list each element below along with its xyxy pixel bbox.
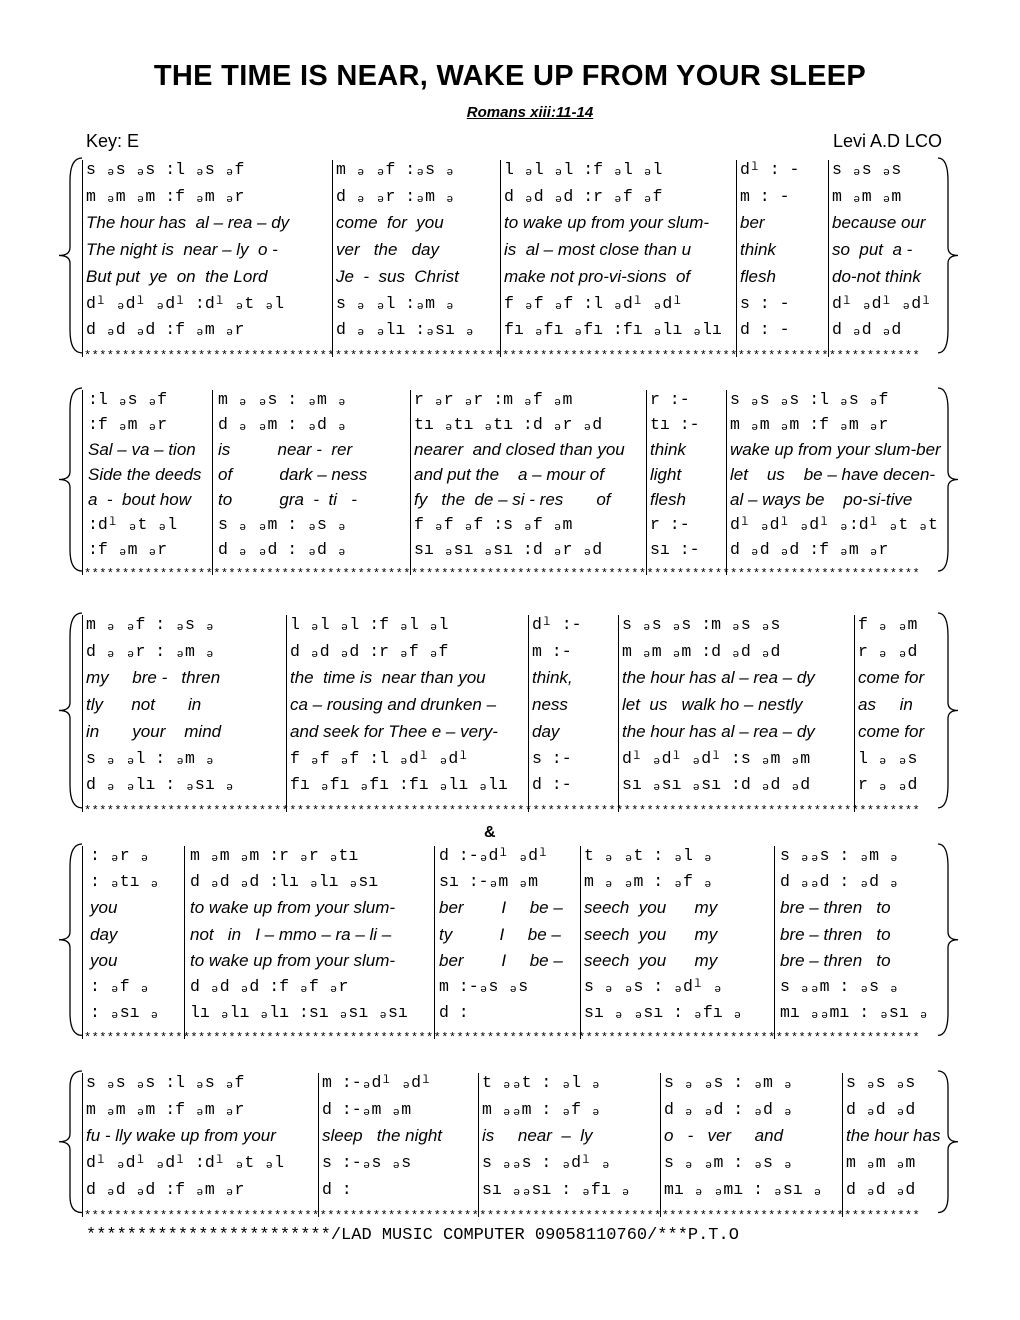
- lyric-cell: make not pro-vi-sions of: [504, 266, 691, 286]
- bar-line: [828, 160, 829, 357]
- lyric-cell: do-not think: [832, 266, 921, 286]
- lyric-cell: flesh: [740, 266, 776, 286]
- score-row: [84, 294, 946, 320]
- bar-line: [618, 615, 619, 812]
- lyric-cell: is near – ly: [482, 1126, 593, 1146]
- bar-line: [212, 390, 213, 575]
- lyric-cell: Side the deeds: [88, 465, 202, 484]
- score-row: [84, 1153, 946, 1179]
- left-brace-icon: [56, 386, 84, 573]
- score-row: [84, 749, 946, 775]
- lyric-cell: as in: [858, 695, 913, 715]
- solfa-cell: m ₔm ₔm: [832, 186, 902, 206]
- solfa-cell: d :-ₔdˡ ₔdˡ: [439, 846, 548, 865]
- lyric-cell: to gra - ti -: [218, 490, 357, 509]
- score-row: [84, 695, 946, 721]
- lyric-cell: seech you my: [584, 924, 718, 944]
- solfa-cell: fı ₔfı ₔfı :fı ₔlı ₔlı: [504, 320, 722, 340]
- lyric-cell: o - ver and: [664, 1126, 784, 1146]
- lyric-cell: of dark – ness: [218, 465, 368, 484]
- score-row: [84, 440, 946, 466]
- score-row: [84, 515, 946, 541]
- left-brace-icon: [56, 842, 84, 1037]
- solfa-cell: tı :-: [650, 415, 700, 434]
- solfa-cell: r ₔr ₔr :m ₔf ₔm: [414, 390, 573, 409]
- lyric-cell: ver the day: [336, 240, 439, 260]
- score-row: [84, 615, 946, 641]
- score-row: [84, 1003, 946, 1029]
- lyric-cell: let us walk ho – nestly: [622, 695, 803, 715]
- solfa-cell: :f ₔm ₔr: [88, 415, 168, 434]
- lyric-cell: my bre - thren: [86, 668, 221, 688]
- solfa-cell: d ₔ ₔm : ₔd ₔ: [218, 415, 347, 434]
- bar-line: [332, 160, 333, 357]
- solfa-cell: d :-ₔm ₔm: [322, 1099, 412, 1119]
- solfa-cell: :l ₔs ₔf: [88, 390, 168, 409]
- lyric-cell: come for: [858, 668, 925, 688]
- lyric-cell: The night is near – ly o -: [86, 240, 278, 260]
- lyric-cell: think: [740, 240, 776, 260]
- left-brace-icon: [56, 156, 84, 355]
- scripture-reference: Romans xiii:11-14: [466, 104, 594, 121]
- solfa-cell: sı ₔₔsı : ₔfı ₔ: [482, 1179, 631, 1199]
- solfa-cell: m ₔm ₔm :f ₔm ₔr: [730, 415, 889, 434]
- solfa-cell: dˡ ₔdˡ ₔdˡ :dˡ ₔt ₔl: [86, 293, 285, 313]
- solfa-cell: s ₔₔs : ₔdˡ ₔ: [482, 1153, 611, 1173]
- solfa-cell: s ₔ ₔm : ₔs ₔ: [218, 515, 347, 534]
- solfa-cell: d ₔd ₔd :r ₔf ₔf: [290, 641, 449, 661]
- lyric-cell: is near - rer: [218, 440, 353, 459]
- lyric-cell: let us be – have decen-: [730, 465, 936, 484]
- solfa-cell: s ₔs ₔs: [832, 160, 902, 179]
- music-system: [84, 846, 946, 1055]
- solfa-cell: m :-ₔdˡ ₔdˡ: [322, 1073, 431, 1092]
- solfa-cell: dˡ ₔdˡ ₔdˡ: [832, 293, 932, 313]
- composer-credit: Levi A.D LCO: [832, 131, 942, 151]
- solfa-cell: s ₔ ₔs : ₔm ₔ: [664, 1073, 793, 1092]
- solfa-cell: mı ₔₔmı : ₔsı ₔ: [780, 1003, 929, 1023]
- solfa-cell: s ₔs ₔs :l ₔs ₔf: [730, 390, 889, 409]
- right-brace-icon: [936, 386, 962, 573]
- solfa-cell: sı ₔ ₔsı : ₔfı ₔ: [584, 1003, 743, 1023]
- solfa-cell: m ₔ ₔm : ₔf ₔ: [584, 872, 713, 892]
- key-signature: Key: E: [86, 131, 140, 151]
- score-row: [84, 390, 946, 416]
- solfa-cell: dˡ : -: [740, 160, 800, 179]
- solfa-cell: : ₔf ₔ: [90, 977, 150, 996]
- solfa-cell: f ₔf ₔf :s ₔf ₔm: [414, 515, 573, 534]
- lyric-cell: come for: [858, 721, 925, 741]
- solfa-cell: d ₔd ₔd: [846, 1179, 916, 1199]
- solfa-cell: f ₔf ₔf :l ₔdˡ ₔdˡ: [504, 293, 683, 313]
- lyric-cell: the hour has al – rea – dy: [622, 668, 815, 688]
- lyric-cell: not in I – mmo – ra – li –: [190, 924, 392, 944]
- lyric-cell: ty I be –: [439, 924, 561, 944]
- solfa-cell: d ₔₔd : ₔd ₔ: [780, 872, 899, 892]
- solfa-cell: s ₔs ₔs :l ₔs ₔf: [86, 1073, 245, 1092]
- bar-line: [580, 846, 581, 1039]
- solfa-cell: d ₔd ₔd :lı ₔlı ₔsı: [190, 872, 379, 892]
- score-row: [84, 1073, 946, 1099]
- lyric-cell: Je - sus Christ: [336, 266, 459, 286]
- footer-line: ************************/LAD MUSIC COMPUTER 09058110760/***P.T.O: [86, 1226, 739, 1245]
- solfa-cell: m ₔm ₔm :d ₔd ₔd: [622, 641, 781, 661]
- bar-line: [736, 160, 737, 357]
- lyric-cell: you: [90, 898, 118, 918]
- score-row: [84, 465, 946, 491]
- lyric-cell: in your mind: [86, 721, 222, 741]
- solfa-cell: m ₔm ₔm: [846, 1153, 916, 1173]
- lyric-cell: ber I be –: [439, 950, 563, 970]
- solfa-cell: sı :-ₔm ₔm: [439, 872, 539, 892]
- score-row: [84, 490, 946, 516]
- score-row: [84, 642, 946, 668]
- solfa-cell: mı ₔ ₔmı : ₔsı ₔ: [664, 1179, 823, 1199]
- star-separator: **************************************************************************************************************: [84, 567, 921, 581]
- solfa-cell: d ₔ ₔd : ₔd ₔ: [664, 1099, 793, 1119]
- solfa-cell: t ₔ ₔt : ₔl ₔ: [584, 846, 713, 865]
- lyric-cell: seech you my: [584, 950, 718, 970]
- bar-line: [184, 846, 185, 1039]
- lyric-cell: sleep the night: [322, 1126, 443, 1146]
- solfa-cell: s ₔₔs : ₔm ₔ: [780, 846, 899, 865]
- solfa-cell: m ₔm ₔm :f ₔm ₔr: [86, 186, 245, 206]
- solfa-cell: : ₔsı ₔ: [90, 1003, 160, 1023]
- solfa-cell: sı ₔsı ₔsı :d ₔr ₔd: [414, 540, 603, 559]
- solfa-cell: :dˡ ₔt ₔl: [88, 515, 178, 534]
- bar-line: [286, 615, 287, 812]
- score-row: [84, 1100, 946, 1126]
- lyric-cell: Sal – va – tion: [88, 440, 196, 459]
- lyric-cell: seech you my: [584, 898, 718, 918]
- solfa-cell: s :-: [532, 748, 572, 768]
- solfa-cell: sı :-: [650, 540, 700, 559]
- solfa-cell: r ₔ ₔd: [858, 641, 918, 661]
- solfa-cell: dˡ ₔdˡ ₔdˡ :s ₔm ₔm: [622, 748, 811, 768]
- solfa-cell: m : -: [740, 186, 790, 206]
- solfa-cell: m :-: [532, 641, 572, 661]
- lyric-cell: al – ways be po-si-tive: [730, 490, 913, 509]
- solfa-cell: s ₔ ₔl :ₔm ₔ: [336, 293, 455, 313]
- lyric-cell: tly not in: [86, 695, 202, 715]
- bar-line: [726, 390, 727, 575]
- star-separator: **************************************************************************************************************: [84, 803, 921, 818]
- solfa-cell: r :-: [650, 390, 690, 409]
- lyric-cell: day: [90, 924, 118, 944]
- score-row: [84, 1180, 946, 1206]
- bar-line: [434, 846, 435, 1039]
- solfa-cell: d ₔ ₔr :ₔm ₔ: [336, 186, 455, 206]
- score-row: [84, 872, 946, 898]
- solfa-cell: d ₔd ₔd: [832, 320, 902, 340]
- solfa-cell: sı ₔsı ₔsı :d ₔd ₔd: [622, 775, 811, 795]
- score-row: [84, 722, 946, 748]
- bar-line: [842, 1073, 843, 1217]
- bar-line: [854, 615, 855, 812]
- bar-line: [318, 1073, 319, 1217]
- solfa-cell: l ₔl ₔl :f ₔl ₔl: [504, 160, 663, 179]
- score-row: [84, 415, 946, 441]
- solfa-cell: l ₔ ₔs: [858, 748, 918, 768]
- solfa-cell: s ₔs ₔs :l ₔs ₔf: [86, 160, 245, 179]
- solfa-cell: d ₔ ₔd : ₔd ₔ: [218, 540, 347, 559]
- solfa-cell: s ₔ ₔs : ₔdˡ ₔ: [584, 977, 723, 996]
- score-row: [84, 240, 946, 266]
- score-row: [84, 846, 946, 872]
- solfa-cell: s ₔₔm : ₔs ₔ: [780, 977, 899, 996]
- lyric-cell: to wake up from your slum-: [504, 213, 710, 233]
- music-system: [84, 1073, 946, 1233]
- solfa-cell: m :-ₔs ₔs: [439, 977, 529, 996]
- star-separator: **************************************************************************************************************: [84, 1031, 921, 1046]
- solfa-cell: s ₔ ₔl : ₔm ₔ: [86, 748, 215, 768]
- star-separator: **************************************************************************************************************: [84, 1208, 921, 1223]
- solfa-cell: d ₔd ₔd :f ₔm ₔr: [86, 320, 245, 340]
- solfa-cell: r :-: [650, 515, 690, 534]
- bar-line: [528, 615, 529, 812]
- score-row: [84, 1126, 946, 1152]
- solfa-cell: d :: [322, 1179, 352, 1199]
- lyric-cell: bre – thren to: [780, 924, 891, 944]
- solfa-cell: dˡ ₔdˡ ₔdˡ :dˡ ₔt ₔl: [86, 1153, 285, 1173]
- right-brace-icon: [936, 842, 962, 1037]
- score-row: [84, 213, 946, 239]
- solfa-cell: d ₔd ₔd :f ₔf ₔr: [190, 977, 349, 996]
- lyric-cell: and put the a – mour of: [414, 465, 604, 484]
- right-brace-icon: [936, 611, 962, 810]
- score-row: [84, 925, 946, 951]
- solfa-cell: d :: [439, 1003, 469, 1023]
- solfa-cell: d ₔ ₔlı :ₔsı ₔ: [336, 320, 475, 340]
- solfa-cell: m ₔ ₔf : ₔs ₔ: [86, 615, 215, 634]
- solfa-cell: m ₔ ₔf :ₔs ₔ: [336, 160, 455, 179]
- solfa-cell: d ₔd ₔd: [846, 1099, 916, 1119]
- lyric-cell: light: [650, 465, 682, 484]
- solfa-cell: s :-ₔs ₔs: [322, 1153, 412, 1173]
- ampersand-mark: &: [484, 824, 496, 841]
- lyric-cell: day: [532, 721, 560, 741]
- solfa-cell: dˡ ₔdˡ ₔdˡ ₔ:dˡ ₔt ₔt: [730, 515, 938, 534]
- lyric-cell: the hour has al – rea – dy: [622, 721, 815, 741]
- lyric-cell: ber I be –: [439, 898, 563, 918]
- bar-line: [660, 1073, 661, 1217]
- solfa-cell: d :-: [532, 775, 572, 795]
- lyric-cell: The hour has al – rea – dy: [86, 213, 290, 233]
- left-brace-icon: [56, 1069, 84, 1215]
- score-row: [84, 951, 946, 977]
- solfa-cell: s ₔs ₔs: [846, 1073, 916, 1092]
- solfa-cell: fı ₔfı ₔfı :fı ₔlı ₔlı: [290, 775, 508, 795]
- lyric-cell: fu - lly wake up from your: [86, 1126, 276, 1146]
- lyric-cell: flesh: [650, 490, 686, 509]
- solfa-cell: m ₔₔm : ₔf ₔ: [482, 1099, 601, 1119]
- bar-line: [646, 390, 647, 575]
- lyric-cell: ness: [532, 695, 568, 715]
- score-row: [84, 668, 946, 694]
- lyric-cell: so put a -: [832, 240, 913, 260]
- solfa-cell: s ₔ ₔm : ₔs ₔ: [664, 1153, 793, 1173]
- solfa-cell: d : -: [740, 320, 790, 340]
- solfa-cell: m ₔ ₔs : ₔm ₔ: [218, 390, 347, 409]
- score-row: [84, 775, 946, 801]
- solfa-cell: lı ₔlı ₔlı :sı ₔsı ₔsı: [190, 1003, 408, 1023]
- lyric-cell: and seek for Thee e – very-: [290, 721, 498, 741]
- bar-line: [410, 390, 411, 575]
- lyric-cell: think,: [532, 668, 573, 688]
- lyric-cell: come for you: [336, 213, 444, 233]
- page-title: THE TIME IS NEAR, WAKE UP FROM YOUR SLEEP: [153, 60, 867, 92]
- score-row: [84, 977, 946, 1003]
- score-row: [84, 187, 946, 213]
- music-system: [84, 615, 946, 828]
- solfa-cell: : ₔtı ₔ: [90, 872, 160, 892]
- solfa-cell: f ₔ ₔm: [858, 615, 918, 634]
- score-row: [84, 160, 946, 186]
- lyric-cell: you: [90, 950, 118, 970]
- solfa-cell: s ₔs ₔs :m ₔs ₔs: [622, 615, 781, 634]
- solfa-cell: l ₔl ₔl :f ₔl ₔl: [290, 615, 449, 634]
- lyric-cell: to wake up from your slum-: [190, 950, 396, 970]
- lyric-cell: the time is near than you: [290, 668, 486, 688]
- solfa-cell: dˡ :-: [532, 615, 582, 634]
- score-row: [84, 898, 946, 924]
- bar-line: [478, 1073, 479, 1217]
- music-system: [84, 160, 946, 373]
- lyric-cell: to wake up from your slum-: [190, 898, 396, 918]
- lyric-cell: fy the de – si - res of: [414, 490, 611, 509]
- solfa-cell: : ₔr ₔ: [90, 846, 150, 865]
- solfa-cell: tı ₔtı ₔtı :d ₔr ₔd: [414, 415, 603, 434]
- solfa-cell: m ₔm ₔm :r ₔr ₔtı: [190, 846, 359, 865]
- right-brace-icon: [936, 156, 962, 355]
- lyric-cell: ca – rousing and drunken –: [290, 695, 497, 715]
- solfa-cell: :f ₔm ₔr: [88, 540, 168, 559]
- left-brace-icon: [56, 611, 84, 810]
- lyric-cell: is al – most close than u: [504, 240, 692, 260]
- solfa-cell: m ₔm ₔm :f ₔm ₔr: [86, 1099, 245, 1119]
- star-separator: **************************************************************************************************************: [84, 348, 921, 363]
- solfa-cell: f ₔf ₔf :l ₔdˡ ₔdˡ: [290, 748, 469, 768]
- score-row: [84, 540, 946, 566]
- lyric-cell: the hour has: [846, 1126, 941, 1146]
- lyric-cell: wake up from your slum-ber: [730, 440, 941, 459]
- solfa-cell: d ₔ ₔlı : ₔsı ₔ: [86, 775, 235, 795]
- lyric-cell: bre – thren to: [780, 898, 891, 918]
- bar-line: [500, 160, 501, 357]
- bar-line: [774, 846, 775, 1039]
- solfa-cell: s : -: [740, 293, 790, 313]
- solfa-cell: t ₔₔt : ₔl ₔ: [482, 1073, 601, 1092]
- music-system: [84, 390, 946, 591]
- solfa-cell: d ₔd ₔd :f ₔm ₔr: [86, 1179, 245, 1199]
- lyric-cell: bre – thren to: [780, 950, 891, 970]
- solfa-cell: r ₔ ₔd: [858, 775, 918, 795]
- solfa-cell: d ₔd ₔd :f ₔm ₔr: [730, 540, 889, 559]
- lyric-cell: think: [650, 440, 686, 459]
- lyric-cell: nearer and closed than you: [414, 440, 625, 459]
- score-row: [84, 320, 946, 346]
- lyric-cell: a - bout how: [88, 490, 192, 509]
- right-brace-icon: [936, 1069, 962, 1215]
- lyric-cell: ber: [740, 213, 765, 233]
- score-row: [84, 267, 946, 293]
- lyric-cell: because our: [832, 213, 926, 233]
- solfa-cell: d ₔ ₔr : ₔm ₔ: [86, 641, 215, 661]
- lyric-cell: But put ye on the Lord: [86, 266, 268, 286]
- solfa-cell: d ₔd ₔd :r ₔf ₔf: [504, 186, 663, 206]
